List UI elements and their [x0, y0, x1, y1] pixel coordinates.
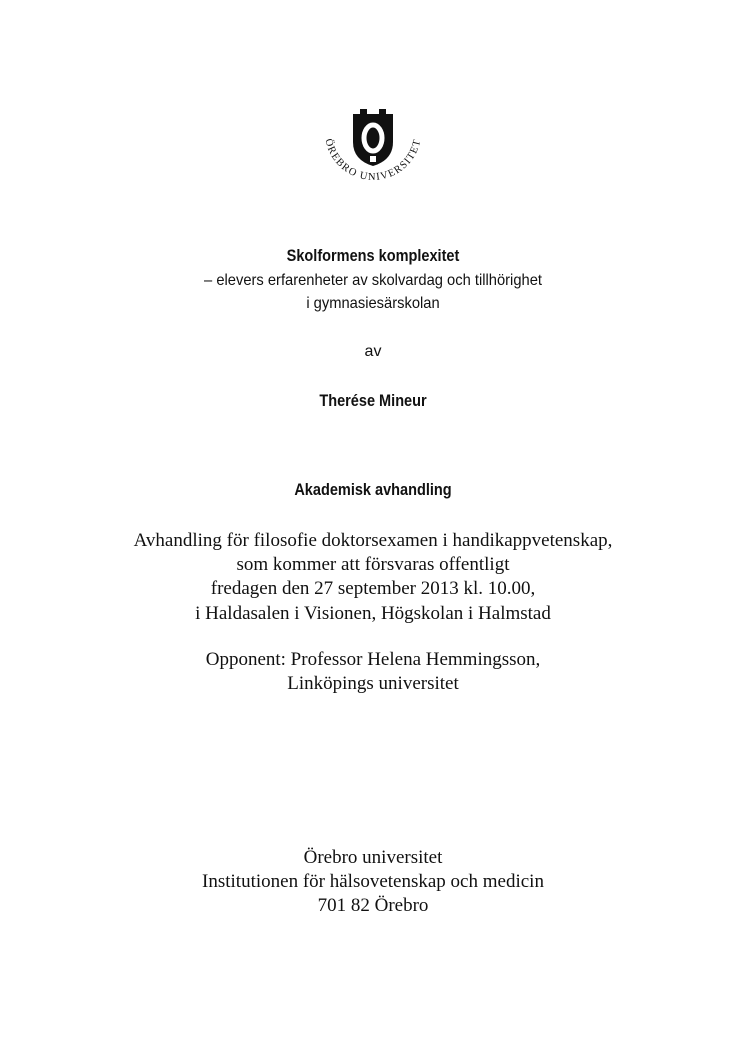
logo-wordmark: ÖREBRO UNIVERSITET: [322, 137, 424, 184]
thesis-subtitle-line-2: i gymnasiesärskolan: [306, 295, 440, 312]
defense-info: [0, 529, 746, 626]
orebro-seal-icon: [313, 104, 433, 194]
address-line: Institutionen för hälsovetenskap och medicin: [202, 871, 544, 893]
address-line: Örebro universitet: [303, 847, 443, 868]
defense-line: i Haldasalen i Visionen, Högskolan i Halmstad: [195, 602, 551, 624]
opponent-line: Opponent: Professor Helena Hemmingsson,: [205, 649, 541, 670]
university-logo: [313, 104, 433, 194]
by-label: av: [364, 343, 382, 360]
opponent-line: Linköpings universitet: [287, 673, 459, 695]
defense-line: fredagen den 27 september 2013 kl. 10.00,: [210, 578, 536, 600]
author-name: Therése Mineur: [319, 392, 427, 410]
address-line: 701 82 Örebro: [317, 895, 429, 917]
defense-line: som kommer att försvaras offentligt: [236, 554, 510, 576]
thesis-title: Skolformens komplexitet: [286, 247, 460, 265]
institution-address: [0, 846, 746, 919]
opponent-info: [0, 648, 746, 696]
defense-line: Avhandling för filosofie doktorsexamen i handikappvetenskap,: [133, 530, 613, 551]
document-type: Akademisk avhandling: [294, 481, 452, 499]
thesis-subtitle-line-1: – elevers erfarenheter av skolvardag och tillhörighet: [204, 272, 542, 289]
